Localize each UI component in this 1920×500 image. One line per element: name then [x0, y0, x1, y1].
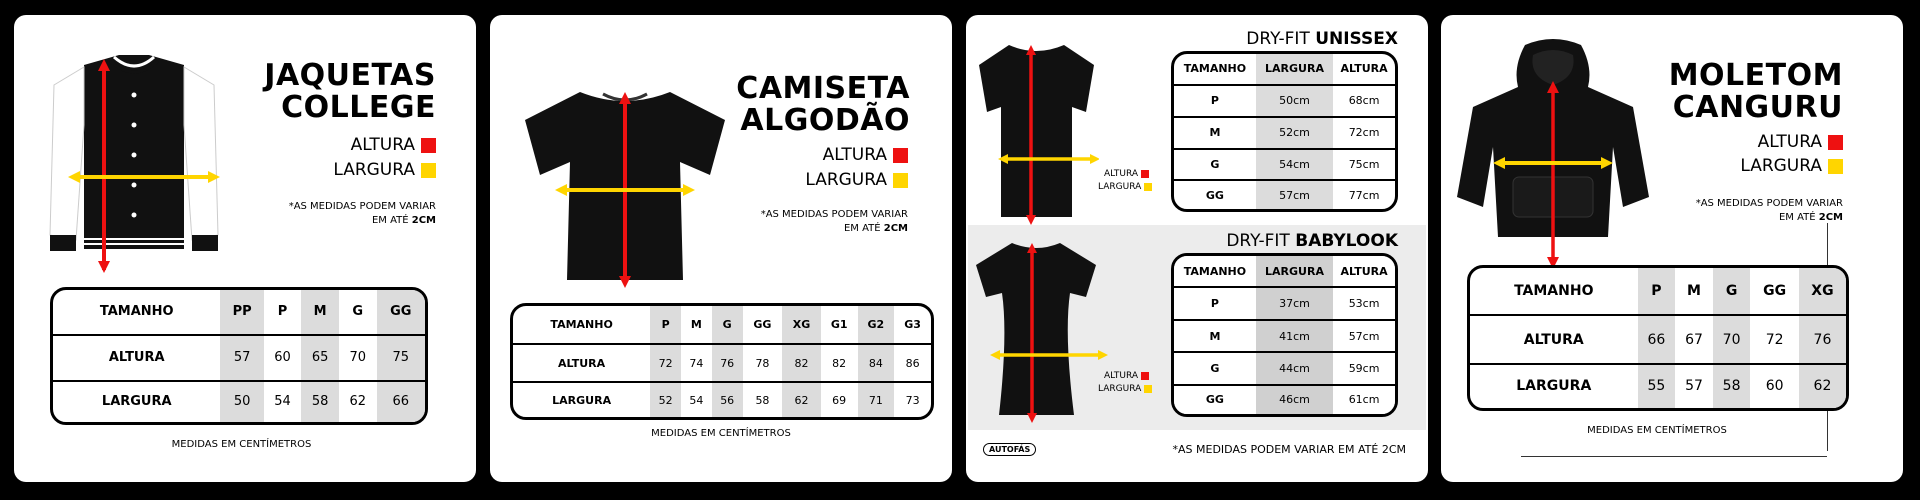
table-cell: ALTURA: [1470, 316, 1638, 364]
jacket-size-table: [50, 287, 428, 425]
table-cell: 60: [264, 336, 302, 382]
tshirt-title: [690, 73, 910, 137]
table-header-cell: P: [650, 306, 681, 345]
table-cell: 75cm: [1333, 150, 1395, 182]
table-row: [513, 345, 931, 384]
table-cell: 58: [1713, 365, 1751, 408]
table-cell: 58: [301, 382, 339, 422]
table-cell: 70: [339, 336, 377, 382]
table-header-cell: M: [301, 290, 339, 336]
table-header-cell: XG: [1799, 268, 1846, 316]
table-row: [513, 383, 931, 417]
hoodie-title: [1643, 60, 1843, 124]
table-row: [1470, 316, 1846, 364]
yellow-swatch-icon: [1144, 183, 1152, 191]
table-header-cell: GG: [1750, 268, 1799, 316]
table-row: [1174, 150, 1395, 182]
table-row: [1174, 288, 1395, 320]
legend-altura: [351, 135, 436, 155]
legend-altura-label: ALTURA: [350, 135, 415, 155]
table-cell: 55: [1638, 365, 1676, 408]
table-cell: 82: [821, 345, 858, 384]
table-cell: 52cm: [1256, 118, 1333, 150]
table-header-cell: TAMANHO: [53, 290, 220, 336]
table-header-cell: G1: [821, 306, 858, 345]
table-cell: M: [1174, 118, 1256, 150]
note-bold: 2CM: [1818, 212, 1843, 223]
table-cell: ALTURA: [513, 345, 650, 384]
footer-units: MEDIDAS EM CENTÍMETROS: [1587, 425, 1727, 436]
note-line1: *AS MEDIDAS PODEM VARIAR: [760, 209, 908, 220]
table-cell: 54cm: [1256, 150, 1333, 182]
table-cell: LARGURA: [552, 393, 612, 407]
table-cell: 57cm: [1256, 181, 1333, 209]
table-header-row: [1174, 256, 1395, 288]
table-header-cell: LARGURA: [1256, 256, 1333, 288]
legend-largura: [805, 170, 908, 190]
yellow-swatch-icon: [1144, 385, 1152, 393]
table-cell: 69: [832, 393, 847, 407]
red-swatch-icon: [893, 148, 908, 163]
red-swatch-icon: [421, 138, 436, 153]
table-header-cell: G3: [894, 306, 931, 345]
table-cell: 67: [1675, 316, 1713, 364]
legend-largura: [333, 160, 436, 180]
yellow-swatch-icon: [421, 163, 436, 178]
legend-largura-label: LARGURA: [1098, 384, 1142, 394]
table-header-cell: TAMANHO: [1174, 54, 1256, 86]
table-cell: 76: [1799, 316, 1846, 364]
table-row: [1174, 86, 1395, 118]
red-swatch-icon: [1141, 372, 1149, 380]
measurement-note: [1696, 197, 1843, 225]
table-cell: 60: [1765, 378, 1784, 395]
table-header-row: [513, 306, 931, 345]
table-header-cell: TAMANHO: [1470, 268, 1638, 316]
table-cell: 86: [894, 345, 931, 384]
babylook-legend-largura: [1098, 384, 1152, 394]
unissex-size-table: [1171, 51, 1398, 212]
table-cell: 66: [377, 382, 426, 422]
measurement-note: *AS MEDIDAS PODEM VARIAR EM ATÉ 2CM: [1172, 443, 1406, 456]
table-cell: LARGURA: [101, 394, 172, 410]
table-cell: 77cm: [1348, 188, 1380, 202]
table-header-row: [1470, 268, 1846, 316]
tshirt-title-line1: CAMISETA: [736, 71, 910, 106]
note-line2: EM ATÉ: [843, 223, 881, 234]
legend-altura: [823, 145, 908, 165]
legend-altura-label: ALTURA: [1104, 371, 1139, 381]
yellow-swatch-icon: [1828, 159, 1843, 174]
note-line1: *AS MEDIDAS PODEM VARIAR: [288, 201, 436, 212]
note-line2: EM ATÉ: [1778, 212, 1816, 223]
table-row: [1174, 181, 1395, 209]
table-cell: 68cm: [1333, 86, 1395, 118]
table-cell: 62: [1799, 365, 1846, 408]
table-cell: 75: [377, 336, 426, 382]
hoodie-title-line1: MOLETOM: [1668, 58, 1843, 93]
table-header-cell: ALTURA: [1333, 54, 1395, 86]
table-header-cell: G: [712, 306, 743, 345]
table-row: [53, 336, 425, 382]
legend-largura-label: LARGURA: [805, 170, 887, 190]
dryfit-size-card: [966, 15, 1428, 482]
table-cell: 50cm: [1256, 86, 1333, 118]
table-header-cell: P: [1638, 268, 1676, 316]
table-row: [1470, 365, 1846, 408]
table-header-cell: XG: [782, 306, 821, 345]
table-header-row: [53, 290, 425, 336]
table-header-cell: LARGURA: [1256, 54, 1333, 86]
table-header-cell: GG: [377, 290, 426, 336]
tshirt-title-line2: ALGODÃO: [740, 103, 910, 138]
table-cell: 66: [1638, 316, 1676, 364]
unissex-legend-altura: [1104, 169, 1149, 179]
table-cell: 74: [681, 345, 712, 384]
table-header-cell: P: [264, 290, 302, 336]
brand-logo: AUTOFÁS: [983, 443, 1036, 456]
table-header-cell: M: [681, 306, 712, 345]
table-cell: GG: [1174, 386, 1256, 414]
table-header-cell: G: [1713, 268, 1751, 316]
jacket-title: [236, 60, 436, 124]
table-cell: 46cm: [1256, 386, 1333, 414]
table-cell: 41cm: [1256, 321, 1333, 353]
table-cell: 82: [782, 345, 821, 384]
table-cell: 54: [689, 393, 704, 407]
table-cell: 56: [712, 383, 743, 417]
table-cell: 59cm: [1333, 353, 1395, 385]
table-cell: 44cm: [1256, 353, 1333, 385]
legend-altura: [1758, 132, 1843, 152]
legend-altura-label: ALTURA: [822, 145, 887, 165]
measurement-note: [761, 208, 908, 236]
jacket-title-line1: JAQUETAS: [264, 58, 436, 93]
jacket-illustration: [44, 45, 224, 275]
table-header-cell: GG: [743, 306, 783, 345]
table-cell: 62: [349, 394, 366, 410]
table-cell: P: [1174, 288, 1256, 320]
table-header-cell: G: [339, 290, 377, 336]
babylook-title-light: DRY-FIT: [1226, 231, 1290, 251]
measurement-note: [289, 200, 436, 228]
tshirt-size-card: [490, 15, 952, 482]
table-row: [1174, 321, 1395, 353]
unissex-title-light: DRY-FIT: [1246, 29, 1310, 49]
table-cell: 53cm: [1333, 288, 1395, 320]
table-cell: 52: [650, 383, 681, 417]
table-header-cell: G2: [858, 306, 895, 345]
table-cell: ALTURA: [53, 336, 220, 382]
table-cell: 57: [220, 336, 263, 382]
note-line1: *AS MEDIDAS PODEM VARIAR: [1695, 198, 1843, 209]
table-cell: 62: [782, 383, 821, 417]
table-cell: 72: [650, 345, 681, 384]
unissex-shirt-illustration: [974, 37, 1099, 227]
table-header-cell: TAMANHO: [513, 306, 650, 345]
table-row: [1174, 386, 1395, 414]
note-bold: 2CM: [883, 223, 908, 234]
table-row: [1174, 353, 1395, 385]
yellow-swatch-icon: [893, 173, 908, 188]
jacket-title-line2: COLLEGE: [281, 90, 436, 125]
legend-largura-label: LARGURA: [1740, 156, 1822, 176]
unissex-legend-largura: [1098, 182, 1152, 192]
table-cell: M: [1174, 321, 1256, 353]
table-cell: 72: [1750, 316, 1799, 364]
table-cell: 57cm: [1333, 321, 1395, 353]
table-cell: G: [1174, 353, 1256, 385]
legend-altura-label: ALTURA: [1104, 169, 1139, 179]
legend-altura-label: ALTURA: [1757, 132, 1822, 152]
babylook-legend-altura: [1104, 371, 1149, 381]
table-cell: 61cm: [1333, 386, 1395, 414]
table-cell: 76: [712, 345, 743, 384]
table-cell: 72cm: [1333, 118, 1395, 150]
tshirt-size-table: [510, 303, 934, 420]
table-cell: LARGURA: [1516, 378, 1592, 395]
legend-largura-label: LARGURA: [333, 160, 415, 180]
babylook-title: [1226, 231, 1398, 251]
table-header-row: [1174, 54, 1395, 86]
hoodie-illustration: [1453, 37, 1653, 267]
table-cell: 73: [905, 393, 920, 407]
legend-largura-label: LARGURA: [1098, 182, 1142, 192]
table-cell: G: [1174, 150, 1256, 182]
footer-units: MEDIDAS EM CENTÍMETROS: [171, 439, 312, 450]
footer-units: MEDIDAS EM CENTÍMETROS: [651, 428, 791, 439]
table-header-cell: TAMANHO: [1174, 256, 1256, 288]
unissex-title-bold: UNISSEX: [1315, 29, 1398, 49]
table-cell: GG: [1205, 188, 1224, 202]
red-swatch-icon: [1828, 135, 1843, 150]
note-bold: 2CM: [411, 215, 436, 226]
table-header-cell: M: [1675, 268, 1713, 316]
table-cell: 37cm: [1256, 288, 1333, 320]
table-cell: 70: [1713, 316, 1751, 364]
table-cell: 65: [301, 336, 339, 382]
babylook-shirt-illustration: [974, 235, 1109, 425]
hoodie-size-card: [1441, 15, 1903, 482]
jacket-size-card: [14, 15, 476, 482]
table-cell: 71: [858, 383, 895, 417]
hoodie-size-table: [1467, 265, 1849, 411]
table-cell: 78: [743, 345, 783, 384]
divider-line: [1521, 456, 1827, 457]
table-cell: 54: [274, 394, 291, 410]
table-cell: P: [1174, 86, 1256, 118]
table-row: [53, 382, 425, 422]
babylook-title-bold: BABYLOOK: [1295, 231, 1398, 251]
unissex-title: [1246, 29, 1398, 49]
note-line2: EM ATÉ: [371, 215, 409, 226]
table-row: [1174, 118, 1395, 150]
red-swatch-icon: [1141, 170, 1149, 178]
table-header-cell: PP: [220, 290, 263, 336]
table-cell: 84: [858, 345, 895, 384]
hoodie-title-line2: CANGURU: [1672, 90, 1843, 125]
table-cell: 50: [220, 382, 263, 422]
table-cell: 57: [1685, 378, 1703, 395]
legend-largura: [1740, 156, 1843, 176]
babylook-size-table: [1171, 253, 1398, 417]
table-header-cell: ALTURA: [1333, 256, 1395, 288]
table-cell: 58: [755, 393, 770, 407]
